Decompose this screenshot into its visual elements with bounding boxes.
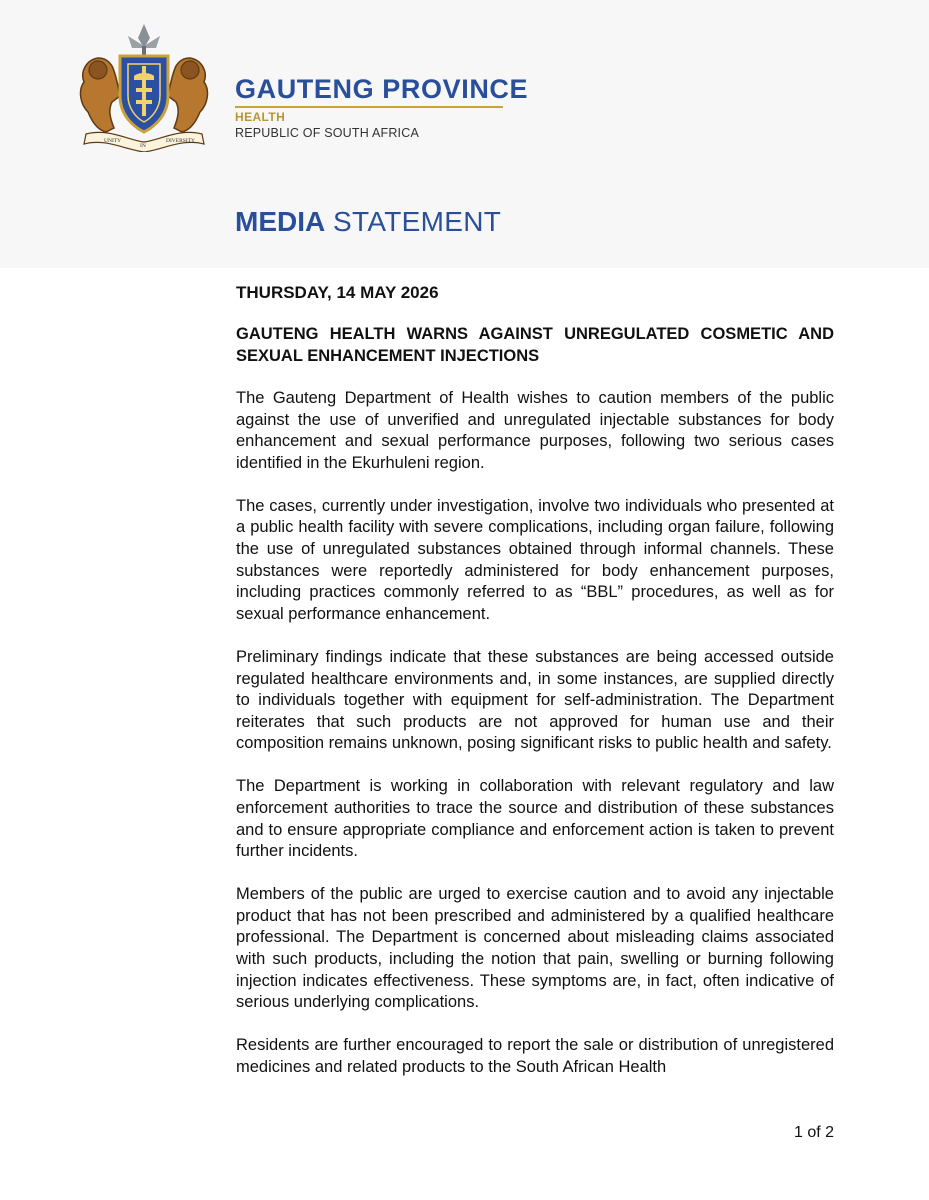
- province-title: GAUTENG PROVINCE: [235, 74, 529, 104]
- crest-motto-diversity: DIVERSITY: [166, 138, 196, 144]
- statement-date: THURSDAY, 14 MAY 2026: [236, 283, 439, 302]
- paragraph: The cases, currently under investigation, involve two individuals who presented at a public health facility with severe complications, including organ failure, following the use of unregulated substances obtained through informal channels. These substances were reportedly administered for body enhancement purposes, including practices commonly referred to as “BBL” procedures, as well as for sexual performance enhancement.: [236, 496, 834, 623]
- department-name: HEALTH: [235, 110, 286, 124]
- statement-body: [236, 282, 834, 1100]
- paragraph: The Gauteng Department of Health wishes to caution members of the public against the use of unverified and unregulated injectable substances for body enhancement and sexual performance purposes, following two serious cases identified in the Ekurhuleni region.: [236, 389, 834, 472]
- paragraph: Preliminary findings indicate that these substances are being accessed outside regulated healthcare environments and, in some instances, are supplied directly to individuals together with equipment for self-administration. The Department reiterates that such products are not approved for human use and their composition remains unknown, posing significant risks to public health and safety.: [236, 647, 834, 753]
- page-number: 1 of 2: [793, 1124, 834, 1141]
- media-statement-heading: [235, 206, 501, 238]
- media-label: MEDIA: [235, 206, 326, 237]
- paragraph: Residents are further encouraged to report the sale or distribution of unregistered medicines and related products to the South African Health: [236, 1036, 834, 1076]
- paragraph: Members of the public are urged to exercise caution and to avoid any injectable product that has not been prescribed and administered by a qualified healthcare professional. The Department is concerned about misleading claims associated with such products, including the notion that pain, swelling or burning following injection indicates effectiveness. These symptoms are, in fact, often indicative of serious underlying complications.: [236, 885, 834, 1012]
- crest-motto-unity: UNITY: [104, 138, 122, 144]
- letterhead: [0, 0, 929, 268]
- country-name: REPUBLIC OF SOUTH AFRICA: [235, 126, 419, 140]
- paragraph: The Department is working in collaboration with relevant regulatory and law enforcement authorities to trace the source and distribution of these substances and to ensure appropriate compliance and enforcement action is taken to prevent further incidents.: [236, 777, 834, 861]
- title-rule: [235, 106, 503, 108]
- coat-of-arms-icon: [58, 18, 230, 152]
- statement-headline: GAUTENG HEALTH WARNS AGAINST UNREGULATED COSMETIC AND SEXUAL ENHANCEMENT INJECTIONS: [236, 325, 834, 365]
- statement-label: STATEMENT: [333, 206, 502, 237]
- crest-motto-in: IN: [140, 143, 146, 149]
